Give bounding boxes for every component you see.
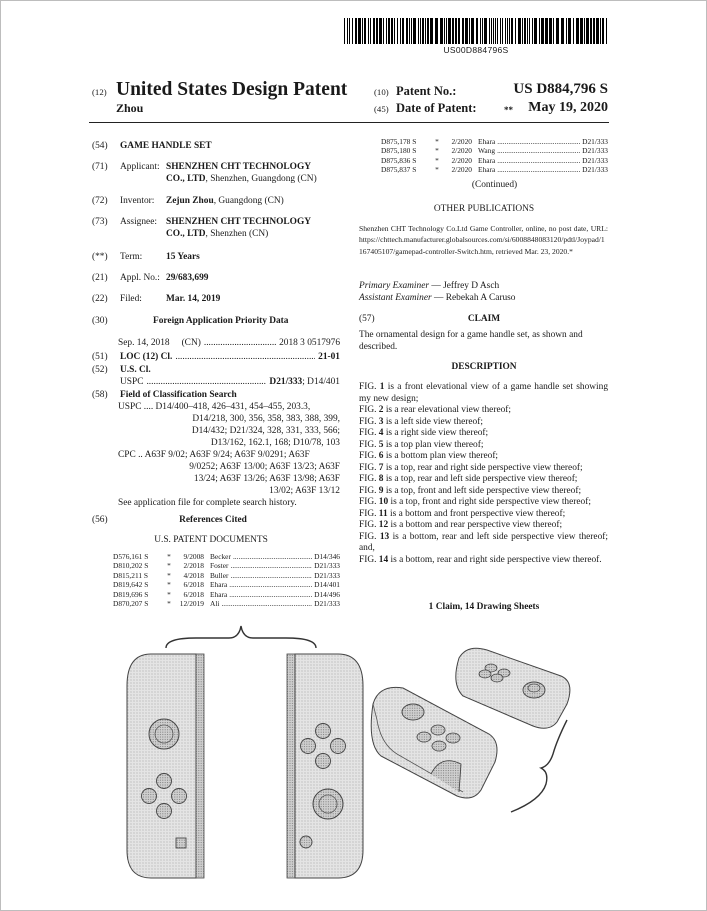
barcode-bar (497, 18, 498, 44)
primary-examiner: Primary Examiner — Jeffrey D Asch (359, 281, 500, 291)
barcode-bar (500, 18, 501, 44)
applicant-label: Applicant: (120, 162, 160, 172)
barcode-bar (422, 18, 424, 44)
inventor-surname: Zhou (116, 101, 144, 115)
barcode-bar (462, 18, 464, 44)
figure-description: FIG. 11 is a bottom and front perspective view thereof; (359, 508, 566, 519)
field-line: 13/24; A63F 13/26; A63F 13/98; A63F (193, 474, 340, 484)
date-stars: ** (504, 105, 513, 115)
barcode-bar (455, 18, 457, 44)
refs-code: (56) (92, 515, 108, 525)
barcode-bar (400, 18, 401, 44)
filed-label: Filed: (120, 294, 142, 304)
barcode-bar (469, 18, 470, 44)
inventor-label: Inventor: (120, 196, 155, 206)
barcode-text: US00D884796S (443, 45, 509, 55)
barcode-bar (425, 18, 426, 44)
uscl-code: (52) (92, 365, 108, 375)
barcode-bar (580, 18, 583, 44)
patent-number: US D884,796 S (513, 81, 608, 97)
continued-note: (Continued) (471, 180, 518, 190)
barcode-bar (379, 18, 382, 44)
barcode-bar (593, 18, 595, 44)
filed-date: Mar. 14, 2019 (166, 294, 221, 304)
field-line: 9/0252; A63F 13/00; A63F 13/23; A63F (189, 462, 340, 472)
uspc-row (120, 376, 340, 388)
term-code: (**) (92, 252, 108, 262)
inventor-code: (72) (92, 196, 108, 206)
barcode-bar (355, 18, 357, 44)
uspc-rest: ; D14/401 (302, 377, 340, 387)
title-code: (54) (92, 141, 108, 151)
barcode-bar (586, 18, 589, 44)
appl-label: Appl. No.: (120, 273, 160, 283)
date-label: Date of Patent: (396, 101, 477, 115)
barcode-bar (518, 18, 521, 44)
other-publication-citation: Shenzhen CHT Technology Co.Ltd Game Controller, online, no post date, URL: https://chttech.manufacturer.globalsources.com/si/6008848083120/pdtl/Joypad/1167405107/gamepad-controller-Switch.htm, retrieved Mar. 23, 2020.* (359, 224, 608, 256)
assignee-location: , Shenzhen (CN) (205, 229, 269, 239)
field-code: (58) (92, 390, 108, 400)
barcode-bar (491, 18, 492, 44)
barcode-bar (344, 18, 345, 44)
priority-country: (CN) (181, 338, 201, 348)
right-reference-list (381, 137, 608, 175)
figure-description: FIG. 1 is a front elevational view of a game handle set showing my new design; (359, 382, 609, 404)
reference-row: D875,178 S * 2/2020 Ehara ..... D21/333 (381, 137, 608, 146)
applicant-name-2: CO., LTD (166, 174, 206, 184)
barcode-bar (561, 18, 564, 44)
barcode-bar (458, 18, 460, 44)
barcode-bar (370, 18, 371, 44)
barcode-bar (502, 18, 503, 44)
barcode-bar (413, 18, 416, 44)
barcode-bar (411, 18, 412, 44)
field-line: D14/432; D21/324, 328, 331, 333, 566; (191, 426, 340, 436)
reference-row: D875,180 S * 2/2020 Wang ..... D21/333 (381, 146, 608, 155)
barcode-bar (511, 18, 513, 44)
figure-description: FIG. 10 is a top, front and right side perspective view thereof; (359, 497, 591, 507)
reference-row: D810,202 S * 2/2018 Foster ..... D21/333 (113, 561, 340, 570)
barcode-bar (576, 18, 579, 44)
refs-heading: References Cited (179, 515, 247, 525)
patent-type-title: United States Design Patent (116, 79, 348, 100)
barcode-bar (573, 18, 574, 44)
left-reference-list (113, 552, 340, 608)
priority-date: Sep. 14, 2018 (118, 338, 170, 348)
left-controller-front (127, 654, 204, 878)
barcode-bar (590, 18, 592, 44)
barcode-bar (529, 18, 530, 44)
reference-row: D870,207 S * 12/2019 Ali ..... D21/333 (113, 599, 340, 608)
barcode-bar (394, 18, 395, 44)
barcode-bar (527, 18, 528, 44)
barcode-bar (600, 18, 601, 44)
inventor-line (166, 195, 284, 207)
barcode-bar (484, 18, 487, 44)
barcode-bar (568, 18, 571, 44)
claim-text: The ornamental design for a game handle set, as shown and described. (359, 330, 583, 352)
figure-description: FIG. 12 is a bottom and rear perspective view thereof; (359, 520, 563, 530)
barcode-bar (430, 18, 433, 44)
barcode-bar (566, 18, 567, 44)
claims-summary: 1 Claim, 14 Drawing Sheets (428, 602, 540, 612)
assistant-examiner: Assistant Examiner — Rebekah A Caruso (359, 293, 516, 303)
other-publications-heading: OTHER PUBLICATIONS (433, 204, 535, 214)
barcode-bar (352, 18, 353, 44)
barcode-bar (347, 18, 348, 44)
barcode-bar (388, 18, 390, 44)
priority-number: 2018 3 0517976 (279, 338, 340, 348)
barcode-bar (364, 18, 366, 44)
barcode-bar (383, 18, 384, 44)
barcode-bar (402, 18, 404, 44)
reference-row: D576,161 S * 9/2008 Becker ..... D14/346 (113, 552, 340, 561)
barcode-bar (435, 18, 438, 44)
barcode-bar (440, 18, 443, 44)
loc-label: LOC (12) Cl. (120, 352, 173, 362)
barcode-bar (505, 18, 506, 44)
assignee-line2 (166, 228, 268, 240)
barcode-bar (509, 18, 510, 44)
field-line: CPC .. A63F 9/02; A63F 9/24; A63F 9/0291; A63F (118, 450, 310, 460)
reference-row: D819,642 S * 6/2018 Ehara ..... D14/401 (113, 580, 340, 589)
figure-description: FIG. 2 is a rear elevational view thereof; (359, 405, 512, 415)
loc-row (120, 351, 340, 363)
code-45: (45) (374, 104, 389, 114)
appl-code: (21) (92, 273, 108, 283)
figure-description: FIG. 9 is a top, front and left side perspective view thereof; (359, 485, 582, 496)
figure-description: FIG. 6 is a bottom plan view thereof; (359, 451, 499, 461)
field-line: See application file for complete search history. (118, 498, 297, 508)
applicant-line2 (166, 173, 317, 185)
patent-date: May 19, 2020 (528, 100, 608, 115)
barcode-bar (541, 18, 544, 44)
reference-row: D815,211 S * 4/2018 Buller ..... D21/333 (113, 571, 340, 580)
barcode-bar (444, 18, 445, 44)
barcode-bar (452, 18, 454, 44)
field-lines (118, 401, 340, 509)
figure-description: FIG. 4 is a right side view thereof; (359, 428, 489, 438)
term-label: Term: (120, 252, 143, 262)
barcode-bar (386, 18, 387, 44)
patent-no-label: Patent No.: (396, 84, 457, 98)
left-controller-perspective (371, 687, 497, 798)
appl-number: 29/683,699 (166, 273, 209, 283)
priority-code: (30) (92, 316, 108, 326)
applicant-name: SHENZHEN CHT TECHNOLOGY (166, 162, 312, 172)
barcode-bar (524, 18, 526, 44)
claim-heading: CLAIM (467, 314, 501, 324)
field-line: 13/02; A63F 13/12 (269, 486, 340, 496)
barcode-bar (406, 18, 408, 44)
barcode-bar (420, 18, 421, 44)
loc-code: (51) (92, 352, 108, 362)
representative-drawing (1, 616, 706, 906)
assignee-code: (73) (92, 217, 108, 227)
code-12: (12) (92, 87, 107, 97)
claim-code: (57) (359, 314, 375, 324)
barcode-bar (409, 18, 410, 44)
barcode-bar (602, 18, 604, 44)
figure-description: FIG. 3 is a left side view thereof; (359, 416, 483, 427)
field-heading: Field of Classification Search (120, 390, 237, 400)
barcode-bar (391, 18, 393, 44)
assignee-name-2: CO., LTD (166, 229, 206, 239)
term-value: 15 Years (166, 252, 200, 262)
inventor-name: Zejun Zhou (166, 196, 214, 206)
barcode-bar (534, 18, 537, 44)
figure-description: FIG. 14 is a bottom, rear and right side perspective view thereof. (359, 554, 602, 565)
barcode-bar (482, 18, 483, 44)
barcode-bar (471, 18, 474, 44)
field-line: D14/218, 300, 356, 358, 383, 388, 399, (192, 414, 340, 424)
brace-top (166, 626, 316, 648)
barcode-bar (358, 18, 361, 44)
applicant-code: (71) (92, 162, 108, 172)
barcode-bar (584, 18, 585, 44)
barcode-bar (373, 18, 375, 44)
barcode-bar (515, 18, 516, 44)
barcode-bar (532, 18, 533, 44)
figure-description: FIG. 7 is a top, rear and right side perspective view thereof; (359, 462, 583, 473)
header-rule (89, 122, 609, 123)
reference-row: D875,837 S * 2/2020 Ehara ..... D21/333 (381, 165, 608, 174)
priority-heading: Foreign Application Priority Data (153, 316, 289, 326)
reference-row: D819,696 S * 6/2018 Ehara ..... D14/496 (113, 590, 340, 599)
uscl-label: U.S. Cl. (120, 365, 151, 375)
barcode-bar (362, 18, 363, 44)
code-10: (10) (374, 87, 389, 97)
applicant-location: , Shenzhen, Guangdong (CN) (205, 174, 317, 184)
right-controller-perspective (456, 648, 570, 728)
filed-code: (22) (92, 294, 108, 304)
design-title: GAME HANDLE SET (120, 141, 212, 151)
figure-description: FIG. 5 is a top plan view thereof; (359, 439, 484, 450)
barcode-bar (556, 18, 559, 44)
uspc-main: D21/333 (269, 377, 303, 387)
barcode-bar (545, 18, 548, 44)
description-heading: DESCRIPTION (451, 362, 517, 372)
barcode-bar (476, 18, 478, 44)
figure-description: FIG. 13 is a bottom, rear and left side perspective view thereof; and, (359, 531, 608, 553)
us-docs-heading: U.S. PATENT DOCUMENTS (154, 535, 268, 545)
right-controller-front (287, 654, 363, 878)
barcode-bar (397, 18, 398, 44)
barcode-bar (465, 18, 468, 44)
barcode-bar (480, 18, 481, 44)
figure-description: FIG. 8 is a top, rear and left side perspective view thereof; (359, 474, 578, 484)
barcode-bar (448, 18, 451, 44)
barcode-bar (489, 18, 490, 44)
barcode-bar (539, 18, 540, 44)
barcode-bar (368, 18, 369, 44)
barcode-bar (553, 18, 554, 44)
brace-side (511, 720, 567, 812)
barcode-bar (427, 18, 429, 44)
barcode (342, 18, 610, 48)
barcode-bar (349, 18, 350, 44)
field-line: D13/162, 162.1, 168; D10/78, 103 (210, 438, 340, 448)
barcode-bar (596, 18, 599, 44)
barcode-bar (446, 18, 447, 44)
inventor-location: , Guangdong (CN) (213, 196, 284, 206)
barcode-bar (376, 18, 378, 44)
barcode-bar (418, 18, 419, 44)
assignee-name: SHENZHEN CHT TECHNOLOGY (166, 217, 312, 227)
barcode-bar (606, 18, 607, 44)
figure-descriptions (359, 382, 608, 566)
barcode-bar (549, 18, 552, 44)
loc-value: 21-01 (318, 352, 340, 362)
barcode-bar (495, 18, 496, 44)
priority-row (118, 337, 340, 349)
field-line: USPC .... D14/400–418, 426–431, 454–455, 203.3, (118, 402, 311, 412)
barcode-bar (493, 18, 494, 44)
barcode-bar (522, 18, 523, 44)
barcode-bar (507, 18, 508, 44)
reference-row: D875,836 S * 2/2020 Ehara ..... D21/333 (381, 156, 608, 165)
uspc-label: USPC (120, 377, 144, 387)
assignee-label: Assignee: (120, 217, 157, 227)
